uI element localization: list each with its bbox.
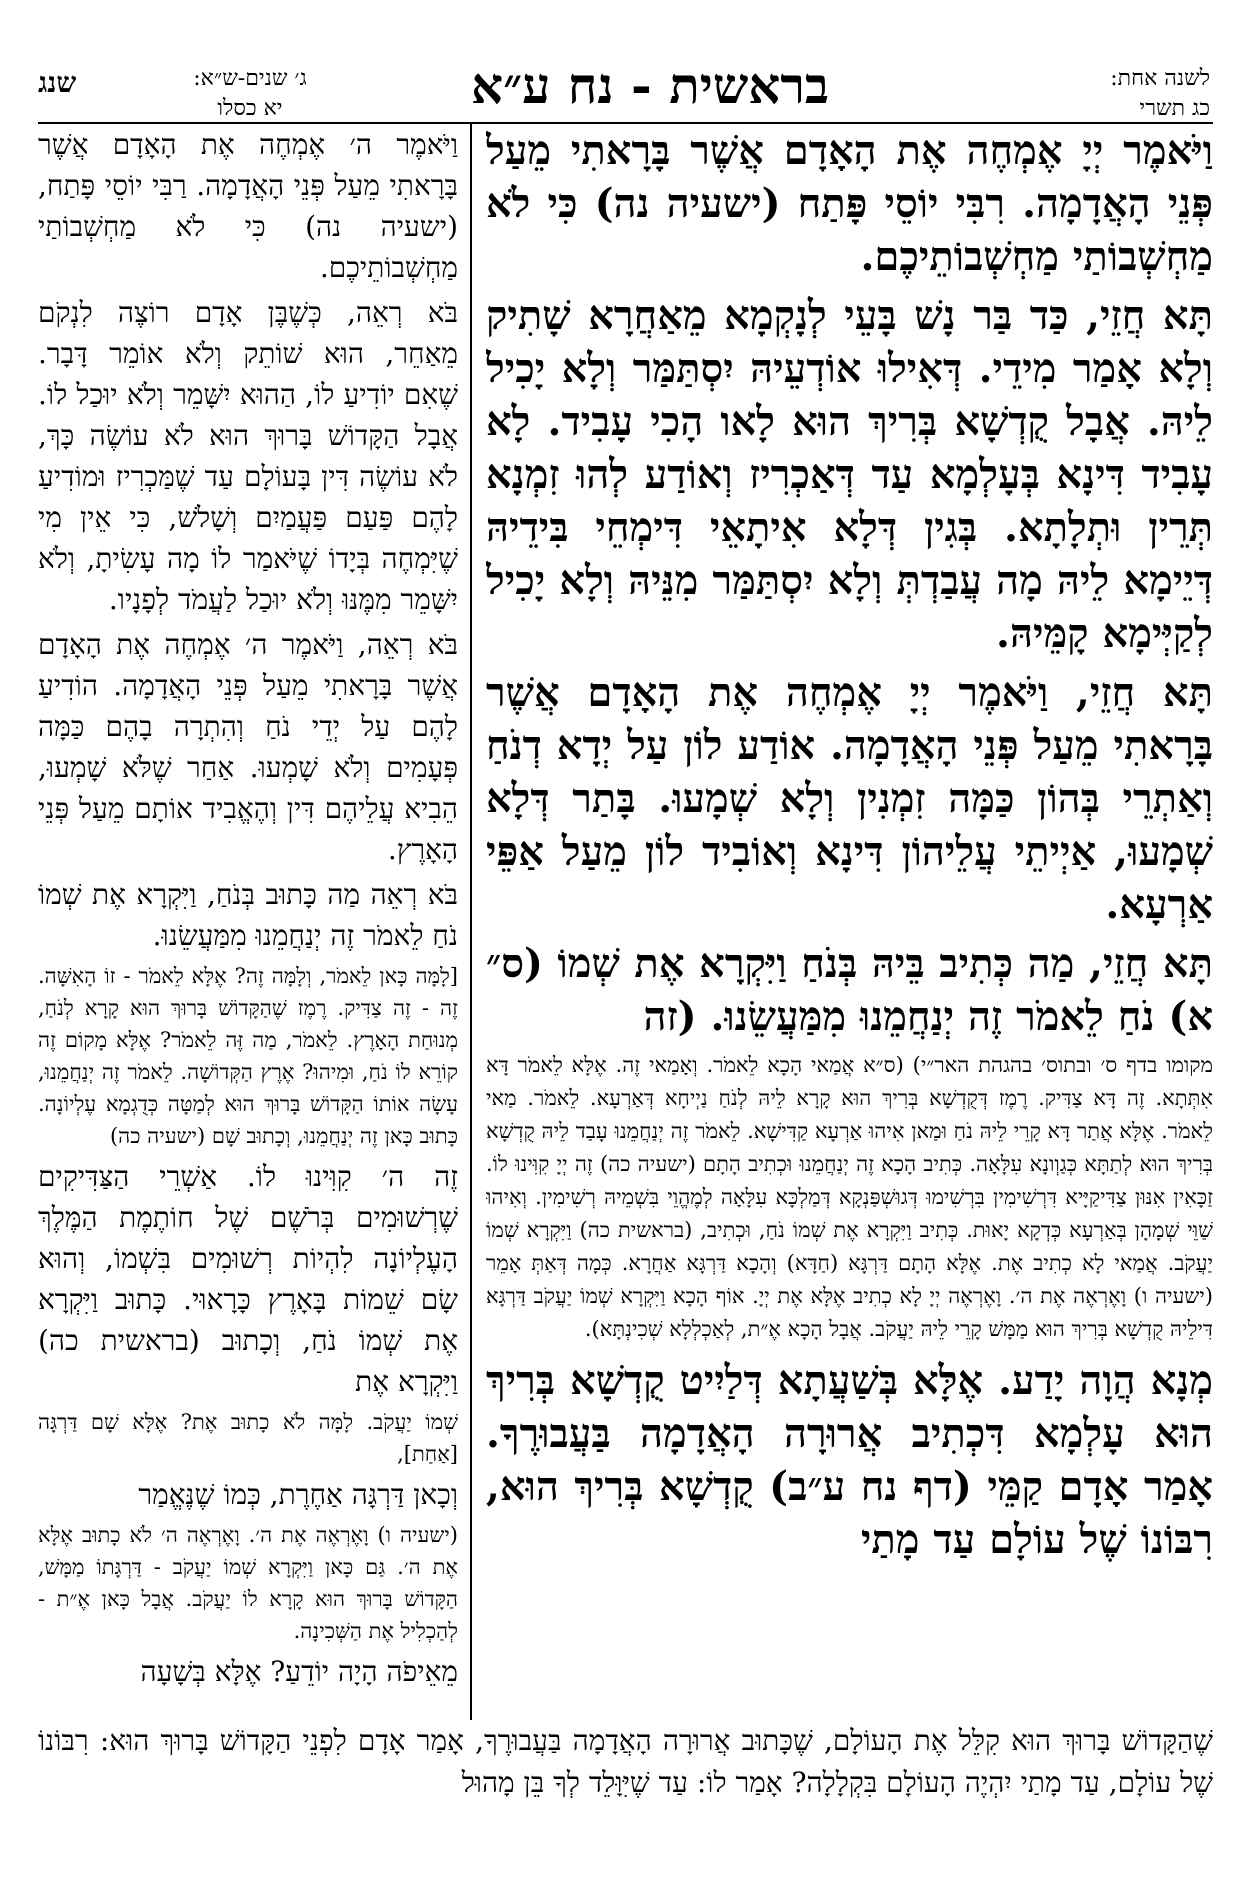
zohar-column bbox=[486, 124, 1213, 1720]
translation-paragraph-7: מֵאֵיפֹה הָיָה יוֹדֵעַ? אֶלָּא בְּשָׁעָה bbox=[140, 1655, 458, 1688]
column-divider bbox=[470, 124, 472, 1720]
translation-column bbox=[38, 124, 458, 1720]
translation-paragraph-5: זֶה ה׳ קִוִּינוּ לוֹ. אַשְׁרֵי הַצַּדִּיקִים שֶׁרְשׁוּמִים בְּרֹשֶׁם שֶׁל חוֹתֶמֶת הַמֶּלֶךְ הָעֶלְיוֹנָה לִהְיוֹת רְשׁוּמִים בִּשְׁמוֹ, וְהוּא שָׂם שֵׁמוֹת בָּאָרֶץ כָּרָאוּי. כָּתוּב וַיִּקְרָא אֶת שְׁמוֹ נֹחַ, וְכָתוּב (בראשית כה) וַיִּקְרָא אֶת bbox=[38, 1160, 458, 1398]
zohar-paragraph-2: תָּא חֲזֵי, כַּד בַּר נָשׁ בָּעֵי לְנָקְמָא מֵאַחֲרָא שָׁתִיק וְלָא אָמַר מִידֵי. דְּאִילוּ אוֹדְעֵיהּ יִסְתַּמַּר וְלָא יָכִיל לֵיהּ. אֲבָל קֻדְשָׁא בְּרִיךְ הוּא לָאו הָכִי עָבִיד. לָא עָבִיד דִּינָא בְּעָלְמָא עַד דְּאַכְרִיז וְאוֹדַע לְהוּ זִמְנָא תְּרֵין וּתְלָתָא. בְּגִין דְּלָא אִיתָאֵי דִּימְחֵי בִּידֵיהּ דְּיֵימָא לֵיהּ מָה עֲבַדְתְּ וְלָא יִסְתַּמַּר מִנֵּיהּ וְלָא יָכִיל לְקַיְּימָא קָמֵּיהּ. bbox=[486, 292, 1213, 657]
translation-paragraph-2: בֹּא רְאֵה, כְּשֶׁבֶּן אָדָם רוֹצֶה לִנְקֹם מֵאַחֵר, הוּא שׁוֹתֵק וְלֹא אוֹמֵר דָּבָר. שֶׁאִם יוֹדִיעַ לוֹ, הַהוּא יִשָּׁמֵר וְלֹא יוּכַל לוֹ. אֲבָל הַקָּדוֹשׁ בָּרוּךְ הוּא לֹא עוֹשֶׂה כָּךְ, לֹא עוֹשֶׂה דִּין בָּעוֹלָם עַד שֶׁמַּכְרִיז וּמוֹדִיעַ לָהֶם פַּעַם פַּעֲמַיִם וְשָׁלֹשׁ, כִּי אֵין מִי שֶׁיִּמְחֶה בְּיָדוֹ שֶׁיֹּאמַר לוֹ מָה עָשִׂיתָ, וְלֹא יִשָּׁמֵר מִמֶּנּוּ וְלֹא יוּכַל לַעֲמֹד לְפָנָיו. bbox=[38, 296, 458, 616]
bottom-continuation: שֶׁהַקָּדוֹשׁ בָּרוּךְ הוּא קִלֵּל אֶת הָעוֹלָם, שֶׁכָּתוּב אֲרוּרָה הָאֲדָמָה בַּעֲבוּרֶךָ, אָמַר אָדָם לִפְנֵי הַקָּדוֹשׁ בָּרוּךְ הוּא: רִבּוֹנוֹ שֶׁל עוֹלָם, עַד מָתַי יִהְיֶה הָעוֹלָם בִּקְלָלָה? אָמַר לוֹ: עַד שֶׁיִּוָּלֵד לְךָ בֵּן מָהוּל bbox=[38, 1724, 1213, 1799]
page-number: שנג bbox=[38, 66, 77, 99]
zohar-paragraph-4: תָּא חֲזֵי, מַה כְּתִיב בֵּיהּ בְּנֹחַ וַיִּקְרָא אֶת שְׁמוֹ (ס״ א) נֹחַ לֵאמֹר זֶה יְנַחֲמֵנוּ מִמַּעֲשֵׂנוּ. (זה bbox=[486, 940, 1213, 1040]
schedule-left-line1: ג׳ שנים-ש״א: bbox=[193, 66, 307, 91]
zohar-paragraph-5: מְנָא הֲוָה יָדַע. אֶלָּא בְּשַׁעֲתָא דְּלַיִיט קֻדְשָׁא בְּרִיךְ הוּא עָלְמָא דִּכְתִיב אֲרוּרָה הָאֲדָמָה בַּעֲבוּרֶךָ. אָמַר אָדָם קַמֵּי (דף נח ע״ב) קֻדְשָׁא בְּרִיךְ הוּא, רִבּוֹנוֹ שֶׁל עוֹלָם עַד מָתַי bbox=[486, 1357, 1213, 1563]
header-schedule-left bbox=[120, 64, 380, 124]
zohar-paragraph-1: וַיֹּאמֶר יְיָ אֶמְחֶה אֶת הָאָדָם אֲשֶׁר בָּרָאתִי מֵעַל פְּנֵי הָאֲדָמָה. רִבִּי יוֹסֵי פָּתַח (ישעיה נה) כִּי לֹא מַחְשְׁבוֹתַי מַחְשְׁבוֹתֵיכֶם. bbox=[486, 127, 1213, 280]
zohar-notes: מקומו בדף ס׳ ובתוס׳ בהגהת האר״י) (ס״א אֲמַאי הָכָא לֵאמֹר. וְאָמַאי זֶה. אֶלָּא לֵאמֹר דָּא אִתְּתָא. זֶה דָּא צַדִּיק. רֶמֶז דְּקֻדְשָׁא בְּרִיךְ הוּא קָרָא לֵיהּ לְנֹחַ נַיְיחָא דְּאַרְעָא. לֵאמֹר. מַאי לֵאמֹר. אֶלָּא אֲתַר דָּא קָרֵי לֵיהּ נֹחַ וּמַאן אִיהוּ אַרְעָא קַדִּישָׁא. לֵאמֹר זֶה יְנַחֲמֵנוּ עָבַד לֵיהּ קֻדְשָׁא בְּרִיךְ הוּא לְתַתָּא כְּגַוְונָא עִלָּאָה. כְּתִיב הָכָא זֶה יְנַחֲמֵנוּ וּכְתִיב הָתָם (ישעיה כה) זֶה יְיָ קִוִּינוּ לוֹ. זַכָּאִין אִנּוּן צַדִּיקַיָּיא דִּרְשִׁימִין בִּרְשִׁימוּ דְּגוּשְׁפַּנְקָא דְּמַלְכָּא עִלָּאָה לְמֶהֱוֵי בִּשְׁמֵיהּ רְשִׁימִין. וְאִיהוּ שַׁוֵּי שְׁמָהָן בְּאַרְעָא כְּדְקָא יָאוּת. כְּתִיב וַיִּקְרָא אֶת שְׁמוֹ נֹחַ, וּכְתִיב, (בראשית כה) וַיִּקְרָא שְׁמוֹ יַעֲקֹב. אֲמַאי לָא כְתִיב אֶת. אֶלָּא הָתָם דַּרְגָּא (חַדָּא) וְהָכָא דַּרְגָּא אַחֲרָא. כְּמָה דְּאַתְּ אָמֵר (ישעיה ו) וָאֶרְאֶה אֶת ה׳. וָאֶרְאֶה יְיָ לָא כְתִיב אֶלָּא אֶת יְיָ. אוֹף הָכָא וַיִּקְרָא שְׁמוֹ יַעֲקֹב דַּרְגָּא דִּילֵיהּ קֻדְשָׁא בְּרִיךְ הוּא מַמָּשׁ קָרֵי לֵיהּ יַעֲקֹב. אֲבָל הָכָא אֶ״ת, לְאַכְלְלָא שְׁכִינְתָּא). bbox=[486, 1053, 1213, 1341]
page-title: בראשית - נח ע״א bbox=[471, 56, 829, 115]
translation-notes-1: [לָמָּה כָּאן לֵאמֹר, וְלָמָּה זֶה? אֶלָּא לֵאמֹר - זוֹ הָאִשָּׁה. זֶה - זֶה צַדִּיק. רֶמֶז שֶׁהַקָּדוֹשׁ בָּרוּךְ הוּא קָרָא לְנֹחַ, מְנוּחַת הָאָרֶץ. לֵאמֹר, מַה זֶּה לֵאמֹר? אֶלָּא מָקוֹם זֶה קוֹרֵא לוֹ נֹחַ, וּמִיהוּ? אֶרֶץ הַקְּדוֹשָׁה. לֵאמֹר זֶה יְנַחֲמֵנוּ, עָשָׂה אוֹתוֹ הַקָּדוֹשׁ בָּרוּךְ הוּא לְמַטָּה כְּדֻגְמָא עֶלְיוֹנָה. כָּתוּב כָּאן זֶה יְנַחֲמֵנוּ, וְכָתוּב שָׁם (ישעיה כה) bbox=[38, 964, 458, 1148]
schedule-right-line2: כג תשרי bbox=[1139, 96, 1210, 121]
translation-notes-2: שְׁמוֹ יַעֲקֹב. לָמָּה לֹא כָתוּב אֶת? אֶלָּא שָׁם דַּרְגָּה [אַחַת], bbox=[38, 1410, 458, 1466]
schedule-right-line1: לשנה אחת: bbox=[1110, 66, 1210, 91]
translation-paragraph-3: בֹּא רְאֵה, וַיֹּאמֶר ה׳ אֶמְחֶה אֶת הָאָדָם אֲשֶׁר בָּרָאתִי מֵעַל פְּנֵי הָאֲדָמָה. הוֹדִיעַ לָהֶם עַל יְדֵי נֹחַ וְהִתְרָה בָהֶם כַּמָּה פְּעָמִים וְלֹא שָׁמְעוּ. אַחַר שֶׁלֹּא שָׁמְעוּ, הֵבִיא עֲלֵיהֶם דִּין וְהֶאֱבִיד אוֹתָם מֵעַל פְּנֵי הָאָרֶץ. bbox=[38, 628, 458, 866]
translation-paragraph-4: בֹּא רְאֵה מַה כָּתוּב בְּנֹחַ, וַיִּקְרָא אֶת שְׁמוֹ נֹחַ לֵאמֹר זֶה יְנַחֲמֵנוּ מִמַּעֲשֵׂנוּ. bbox=[38, 878, 458, 952]
translation-notes-3: (ישעיה ו) וָאֶרְאֶה אֶת ה׳. וָאֶרְאֶה ה׳ לֹא כָתוּב אֶלָּא אֶת ה׳. גַּם כָּאן וַיִּקְרָא שְׁמוֹ יַעֲקֹב - דַּרְגָּתוֹ מַמָּשׁ, הַקָּדוֹשׁ בָּרוּךְ הוּא קָרָא לוֹ יַעֲקֹב. אֲבָל כָּאן אֶ״ת - לְהַכְלִיל אֶת הַשְּׁכִינָה. bbox=[38, 1523, 458, 1643]
header-schedule-right bbox=[960, 64, 1210, 124]
translation-paragraph-6: וְכָאן דַּרְגָּה אַחֶרֶת, כְּמוֹ שֶׁנֶּאֱמַר bbox=[138, 1478, 458, 1511]
translation-paragraph-1: וַיֹּאמֶר ה׳ אֶמְחֶה אֶת הָאָדָם אֲשֶׁר בָּרָאתִי מֵעַל פְּנֵי הָאֲדָמָה. רַבִּי יוֹסֵי פָּתַח, (ישעיה נה) כִּי לֹא מַחְשְׁבוֹתַי מַחְשְׁבוֹתֵיכֶם. bbox=[38, 128, 458, 284]
zohar-paragraph-3: תָּא חֲזֵי, וַיֹּאמֶר יְיָ אֶמְחֶה אֶת הָאָדָם אֲשֶׁר בָּרָאתִי מֵעַל פְּנֵי הָאֲדָמָה. אוֹדַע לוֹן עַל יְדָא דְנֹחַ וְאַתְרֵי בְּהוֹן כַּמָּה זִמְנִין וְלָא שְׁמָעוּ. בָּתַר דְּלָא שְׁמָעוּ, אַיְיתֵי עֲלֵיהוֹן דִּינָא וְאוֹבִיד לוֹן מֵעַל אַפֵּי אַרְעָא. bbox=[486, 669, 1213, 928]
schedule-left-line2: יא כסלו bbox=[217, 96, 283, 121]
